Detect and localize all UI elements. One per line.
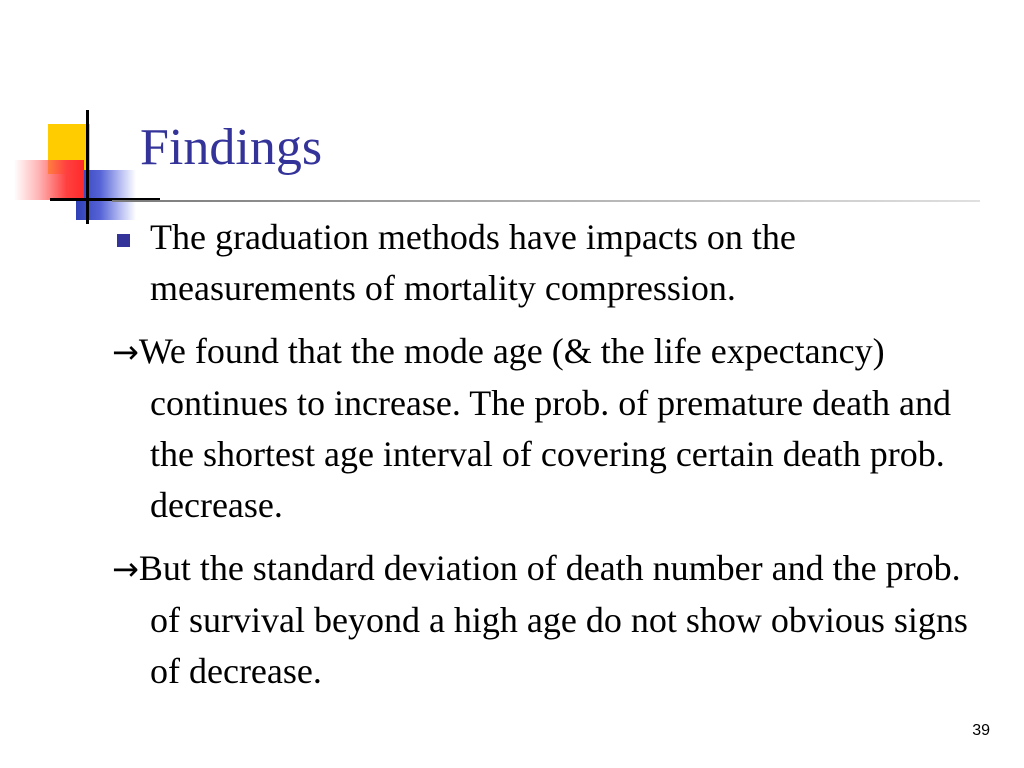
slide-title: Findings [140,119,323,176]
bullet-text: The graduation methods have impacts on the measurements of mortality compression. [150,217,796,308]
arrow-item-1 [112,326,982,531]
bullet-item [112,212,982,314]
logo-red-square [14,160,84,200]
page-number: 39 [972,722,990,739]
arrow-item-text: But the standard deviation of death number and the prob. of survival beyond a high age do not show obvious signs of decrease. [138,548,968,691]
arrow-item-text: We found that the mode age (& the life expectancy) continues to increase. The prob. of premature death and the shortest age interval of covering certain death prob. decrease. [138,331,952,525]
arrow-item-2 [112,543,982,697]
slide-content [112,212,982,709]
right-arrow-icon: → [112,333,139,371]
right-arrow-icon: → [112,550,139,588]
logo-vertical-line [86,110,89,224]
title-divider [112,200,980,202]
square-bullet-icon [117,234,130,247]
